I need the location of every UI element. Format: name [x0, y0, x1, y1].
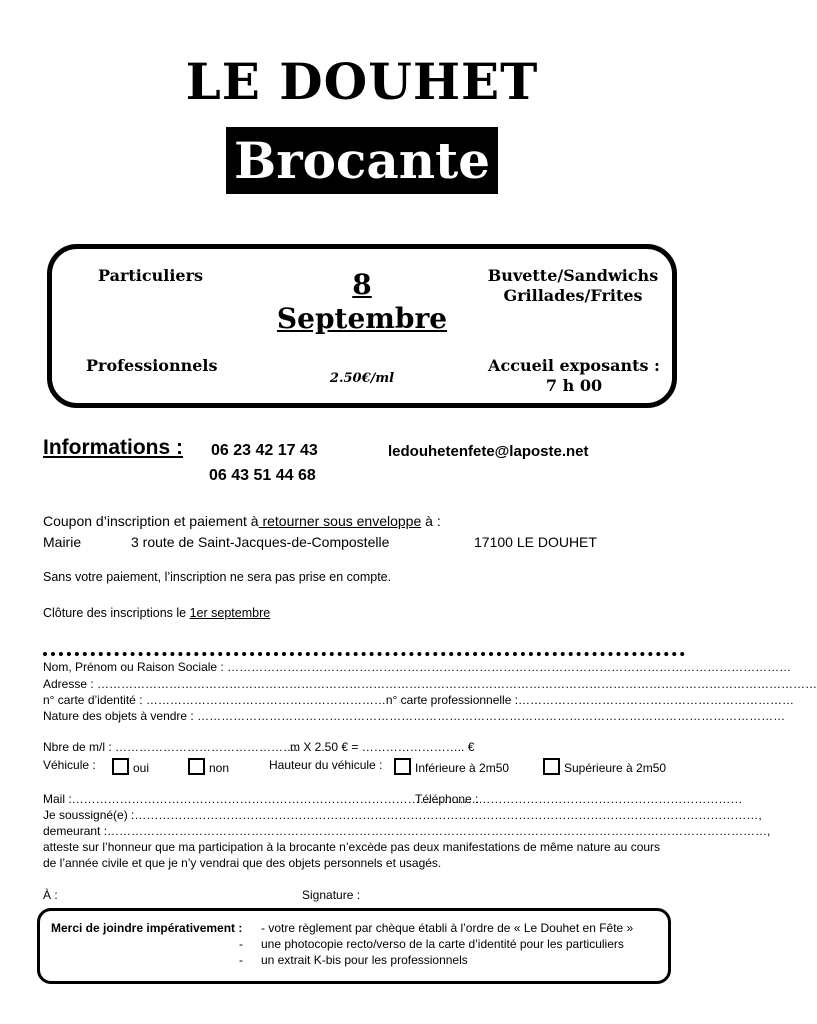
cut-line — [43, 652, 685, 656]
form-meters-field: Nbre de m/l : ………………………………………. — [43, 740, 299, 754]
accueil-label: Accueil exposants : — [488, 356, 660, 375]
requirement-3-dash: - — [239, 953, 243, 967]
attestation-line-2: de l’année civile et que je n’y vendrai que des objets personnels et usagés. — [43, 856, 442, 870]
form-name-field: Nom, Prénom ou Raison Sociale : …………………………………………………………………………………………………………………………… — [43, 660, 792, 674]
subtitle-banner: Brocante — [226, 127, 498, 194]
attestation-line-1: atteste sur l’honneur que ma participation à la brocante n’excède pas deux manifestations de même nature au cours — [43, 840, 661, 854]
form-nature-field: Nature des objets à vendre : ………………………………………………………………………………………………………………………………… — [43, 709, 786, 723]
height-lower-option — [394, 758, 509, 775]
vehicle-label: Véhicule : — [43, 758, 96, 772]
lower-checkbox — [394, 758, 411, 775]
vehicle-no-option — [188, 758, 229, 775]
requirement-3: un extrait K-bis pour les professionnels — [261, 953, 468, 967]
higher-checkbox — [543, 758, 560, 775]
requirement-2-dash: - — [239, 937, 243, 951]
coupon-line — [43, 513, 441, 529]
form-calc-field: m X 2.50 € = …………………….. € — [290, 740, 475, 754]
requirement-1: - votre règlement par chèque établi à l’ordre de « Le Douhet en Fête » — [261, 921, 634, 935]
closing-date: 1er septembre — [189, 606, 271, 620]
coupon-underlined: retourner sous enveloppe — [258, 513, 422, 529]
form-id-field: n° carte d’identité : ……………………………………………………n° carte professionnelle :…………………………………………………………… — [43, 693, 795, 707]
place-label: À : — [43, 888, 58, 902]
no-label: non — [209, 761, 230, 775]
height-label: Hauteur du véhicule : — [269, 758, 383, 772]
no-checkbox — [188, 758, 205, 775]
requirements-label: Merci de joindre impérativement : — [51, 921, 243, 935]
higher-label: Supérieure à 2m50 — [564, 761, 667, 775]
height-higher-option — [543, 758, 666, 775]
form-residing-field: demeurant :…………………………………………………………………………………………………………………………………………………, — [43, 824, 771, 838]
professionnels-label: Professionnels — [86, 356, 218, 375]
informations-heading: Informations : — [43, 436, 183, 459]
phone-1: 06 23 42 17 43 — [211, 442, 318, 459]
coupon-text: Coupon d’inscription et paiement à — [43, 513, 259, 529]
buvette-label: Buvette/Sandwichs — [487, 266, 659, 285]
form-phone-field: Téléphone :………………………………………………………… — [415, 792, 743, 806]
yes-checkbox — [112, 758, 129, 775]
closing-line — [43, 606, 270, 620]
signature-label: Signature : — [302, 888, 361, 902]
price-per-meter: 2.50€/ml — [329, 371, 395, 386]
page-title: LE DOUHET — [185, 52, 539, 111]
closing-text: Clôture des inscriptions le — [43, 606, 190, 620]
mairie-city: 17100 LE DOUHET — [474, 534, 597, 550]
form-mail-field: Mail :………………………………………………………………………………………… — [43, 792, 480, 806]
form-undersigned-field: Je soussigné(e) :…………………………………………………………………………………………………………………………………………, — [43, 808, 762, 822]
coupon-end: à : — [421, 513, 441, 529]
yes-label: oui — [133, 761, 150, 775]
phone-2: 06 43 51 44 68 — [209, 467, 316, 484]
particuliers-label: Particuliers — [98, 266, 204, 285]
grillades-label: Grillades/Frites — [503, 286, 643, 305]
payment-note: Sans votre paiement, l’inscription ne sera pas prise en compte. — [43, 570, 392, 584]
form-address-field: Adresse : ……………………………………………………………………………………………………………………………………………………………… — [43, 677, 817, 691]
contact-email: ledouhetenfete@laposte.net — [388, 443, 589, 460]
event-date-month: Septembre — [276, 302, 448, 335]
requirement-2: une photocopie recto/verso de la carte d’identité pour les particuliers — [261, 937, 624, 951]
lower-label: Inférieure à 2m50 — [415, 761, 510, 775]
vehicle-yes-option — [112, 758, 149, 775]
mairie-label: Mairie — [43, 534, 82, 550]
accueil-time: 7 h 00 — [545, 376, 603, 395]
mairie-street: 3 route de Saint-Jacques-de-Compostelle — [131, 534, 390, 550]
event-date-day: 8 — [352, 268, 372, 301]
